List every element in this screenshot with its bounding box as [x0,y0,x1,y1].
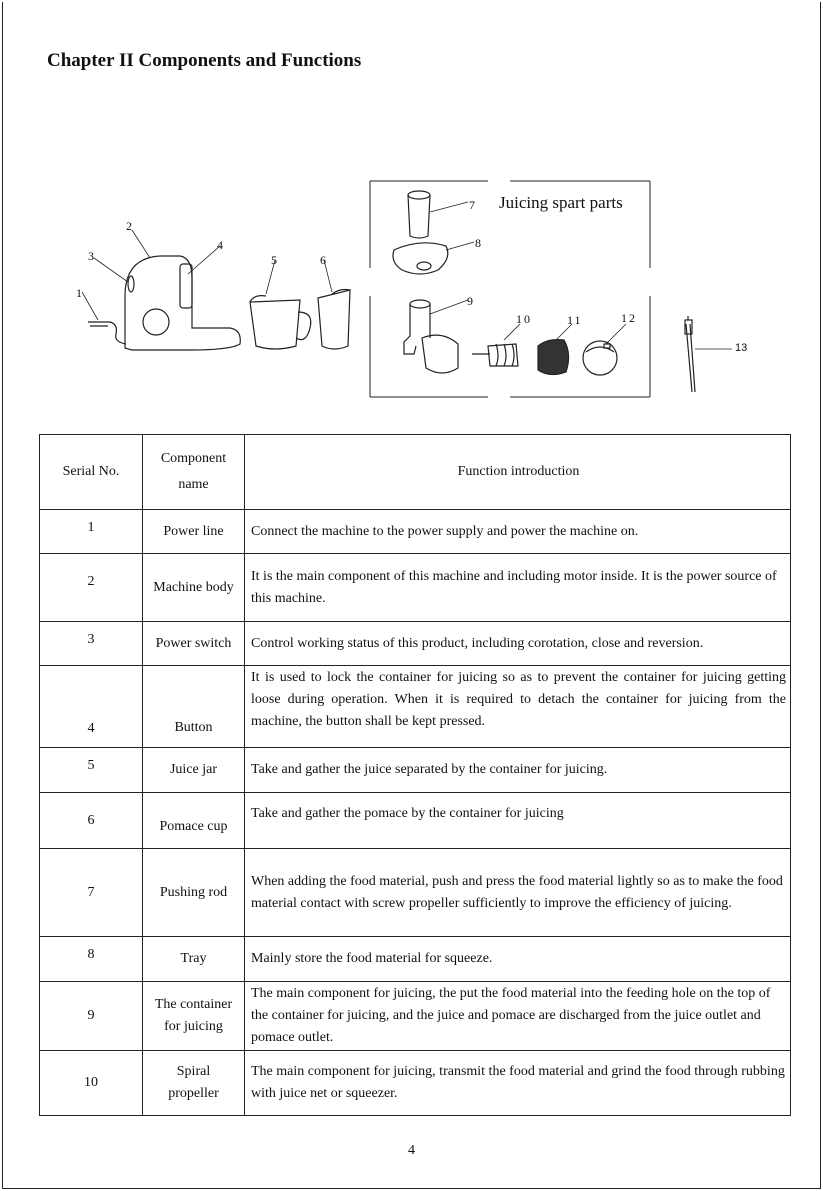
row-component-name [143,1051,245,1116]
juice-jar-drawing [250,296,311,349]
row-serial: 10 [40,1051,143,1116]
callout-6: 6 [320,253,326,267]
table-row [40,937,791,982]
components-illustration [70,178,760,403]
machine-body-drawing [125,256,240,350]
row-component-name: Pushing rod [143,849,245,937]
callout-13: 13 [735,342,748,354]
page-number: 4 [408,1143,415,1158]
callout-12: 12 [621,311,637,325]
row-serial: 8 [40,937,143,982]
tray-drawing [393,243,448,274]
row-component-name: Button [143,666,245,748]
row-function: Take and gather the juice separated by the container for juicing. [245,748,791,793]
header-name-line1: Component [160,451,227,466]
header-function: Function introduction [245,435,791,510]
callout-1: 1 [76,286,82,300]
row-serial: 2 [40,554,143,622]
row-component-name [143,982,245,1051]
row-function: The main component for juicing, transmit the food material and grind the food through rubbing with juice net or squeezer. [245,1051,791,1116]
row-serial: 5 [40,748,143,793]
row-name-line1: Spiral [176,1064,211,1079]
components-table [39,434,791,1116]
row-component-name: Pomace cup [143,793,245,849]
spare-parts-label: Juicing spart parts [499,193,623,212]
table-row [40,793,791,849]
row-component-name: Machine body [143,554,245,622]
row-serial: 7 [40,849,143,937]
callout-11: 11 [567,313,583,327]
table-row [40,1051,791,1116]
row-function: It is the main component of this machine and including motor inside. It is the power source of this machine. [245,554,791,622]
row-component-name: Juice jar [143,748,245,793]
callout-4: 4 [217,238,223,252]
row-function: It is used to lock the container for juicing so as to prevent the container for juicing getting loose during operation. When it is required to detach the container for juicing from the machine, the button shall be kept pressed. [245,666,791,748]
cleaning-brush-drawing [685,316,695,392]
header-component-name [143,435,245,510]
row-name-line1: The container [154,997,233,1012]
end-cap-drawing [583,341,617,375]
callout-3: 3 [88,249,94,263]
row-function: Control working status of this product, including corotation, close and reversion. [245,622,791,666]
callout-2: 2 [126,219,132,233]
row-serial: 3 [40,622,143,666]
row-function: Take and gather the pomace by the container for juicing [245,793,791,849]
row-serial: 1 [40,510,143,554]
table-row [40,510,791,554]
callout-5: 5 [271,253,277,267]
pushing-rod-drawing [408,191,430,238]
row-serial: 6 [40,793,143,849]
table-header-row [40,435,791,510]
row-serial: 4 [40,666,143,748]
table-row [40,554,791,622]
row-name-line2: propeller [168,1086,219,1101]
callout-10: 10 [516,312,532,326]
callout-7: 7 [469,198,475,212]
row-name-line2: for juicing [164,1019,223,1034]
row-serial: 9 [40,982,143,1051]
row-function: When adding the food material, push and press the food material lightly so as to make the food material contact with screw propeller sufficiently to improve the efficiency of juicing. [245,849,791,937]
callout-8: 8 [475,236,481,250]
table-row [40,666,791,748]
pomace-cup-drawing [318,290,350,350]
table-row [40,982,791,1051]
header-serial: Serial No. [40,435,143,510]
row-component-name: Tray [143,937,245,982]
table-row [40,622,791,666]
chapter-title: Chapter II Components and Functions [47,50,362,71]
row-component-name: Power switch [143,622,245,666]
power-line-drawing [88,322,126,344]
row-function: Connect the machine to the power supply and power the machine on. [245,510,791,554]
juicing-container-drawing [404,300,458,373]
juice-net-drawing [538,340,569,375]
table-row [40,748,791,793]
spare-parts-box [370,181,650,397]
row-component-name: Power line [143,510,245,554]
row-function: Mainly store the food material for squeeze. [245,937,791,982]
spiral-propeller-drawing [472,344,518,366]
row-function: The main component for juicing, the put the food material into the feeding hole on the top of the container for juicing, and the juice and pomace are discharged from the juice outlet and pomace outlet. [245,982,791,1051]
table-row [40,849,791,937]
callout-9: 9 [467,294,473,308]
header-name-line2: name [178,477,209,492]
